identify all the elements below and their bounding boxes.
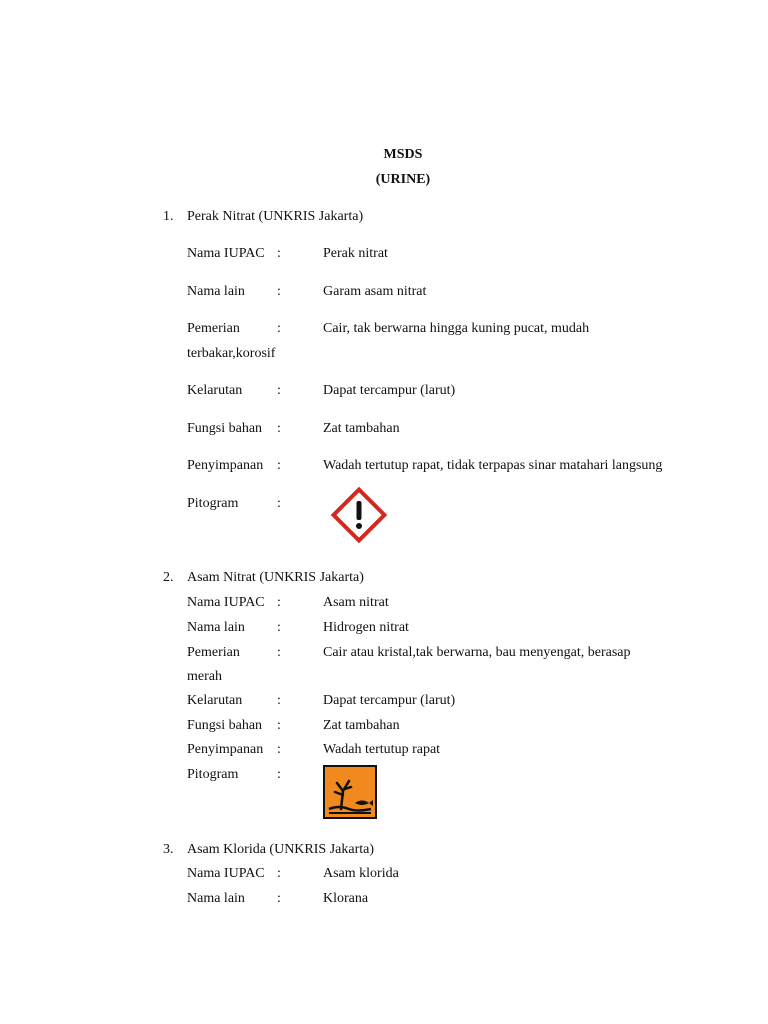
row-value: Asam nitrat bbox=[323, 595, 389, 610]
row-value-continuation: merah bbox=[187, 669, 222, 684]
row-colon: : bbox=[277, 496, 281, 511]
row-label: Kelarutan bbox=[187, 383, 243, 398]
exclamation-hazard-icon bbox=[330, 486, 388, 544]
section-heading: Perak Nitrat (UNKRIS Jakarta) bbox=[187, 209, 364, 224]
row-colon: : bbox=[277, 742, 281, 757]
row-value: Klorana bbox=[323, 891, 369, 906]
row-value: Perak nitrat bbox=[323, 246, 388, 261]
row-value: Dapat tercampur (larut) bbox=[323, 693, 456, 708]
row-value: Wadah tertutup rapat, tidak terpapas sinar matahari langsung bbox=[323, 458, 663, 473]
row-label: Kelarutan bbox=[187, 693, 243, 708]
row-colon: : bbox=[277, 718, 281, 733]
row-colon: : bbox=[277, 458, 281, 473]
row-colon: : bbox=[277, 693, 281, 708]
document-subtitle: (URINE) bbox=[375, 172, 431, 187]
row-label: Nama lain bbox=[187, 891, 245, 906]
row-value: Dapat tercampur (larut) bbox=[323, 383, 456, 398]
row-colon: : bbox=[277, 246, 281, 261]
row-colon: : bbox=[277, 421, 281, 436]
row-label: Pitogram bbox=[187, 767, 239, 782]
row-value: Cair, tak berwarna hingga kuning pucat, mudah bbox=[323, 321, 590, 336]
row-label: Fungsi bahan bbox=[187, 421, 263, 436]
row-value: Wadah tertutup rapat bbox=[323, 742, 441, 757]
row-colon: : bbox=[277, 383, 281, 398]
row-value: Asam klorida bbox=[323, 866, 399, 881]
section-heading: Asam Nitrat (UNKRIS Jakarta) bbox=[187, 570, 364, 585]
section-number: 3. bbox=[163, 842, 174, 857]
row-value: Cair atau kristal,tak berwarna, bau menyengat, berasap bbox=[323, 645, 631, 660]
document-title: MSDS bbox=[383, 147, 423, 162]
section-heading: Asam Klorida (UNKRIS Jakarta) bbox=[187, 842, 375, 857]
row-value: Zat tambahan bbox=[323, 718, 400, 733]
row-colon: : bbox=[277, 595, 281, 610]
row-value-continuation: terbakar,korosif bbox=[187, 346, 276, 361]
row-label: Pemerian bbox=[187, 321, 240, 336]
row-value: Zat tambahan bbox=[323, 421, 400, 436]
row-label: Fungsi bahan bbox=[187, 718, 263, 733]
row-colon: : bbox=[277, 620, 281, 635]
row-colon: : bbox=[277, 767, 281, 782]
environmental-hazard-icon bbox=[323, 765, 377, 819]
row-colon: : bbox=[277, 321, 281, 336]
row-value: Hidrogen nitrat bbox=[323, 620, 409, 635]
row-label: Penyimpanan bbox=[187, 742, 264, 757]
row-label: Pitogram bbox=[187, 496, 239, 511]
section-number: 1. bbox=[163, 209, 174, 224]
row-label: Penyimpanan bbox=[187, 458, 264, 473]
row-label: Nama IUPAC bbox=[187, 595, 265, 610]
row-colon: : bbox=[277, 891, 281, 906]
row-label: Pemerian bbox=[187, 645, 240, 660]
row-label: Nama lain bbox=[187, 620, 245, 635]
row-value: Garam asam nitrat bbox=[323, 284, 427, 299]
row-label: Nama IUPAC bbox=[187, 246, 265, 261]
section-number: 2. bbox=[163, 570, 174, 585]
row-colon: : bbox=[277, 645, 281, 660]
row-colon: : bbox=[277, 866, 281, 881]
row-label: Nama IUPAC bbox=[187, 866, 265, 881]
row-label: Nama lain bbox=[187, 284, 245, 299]
row-colon: : bbox=[277, 284, 281, 299]
